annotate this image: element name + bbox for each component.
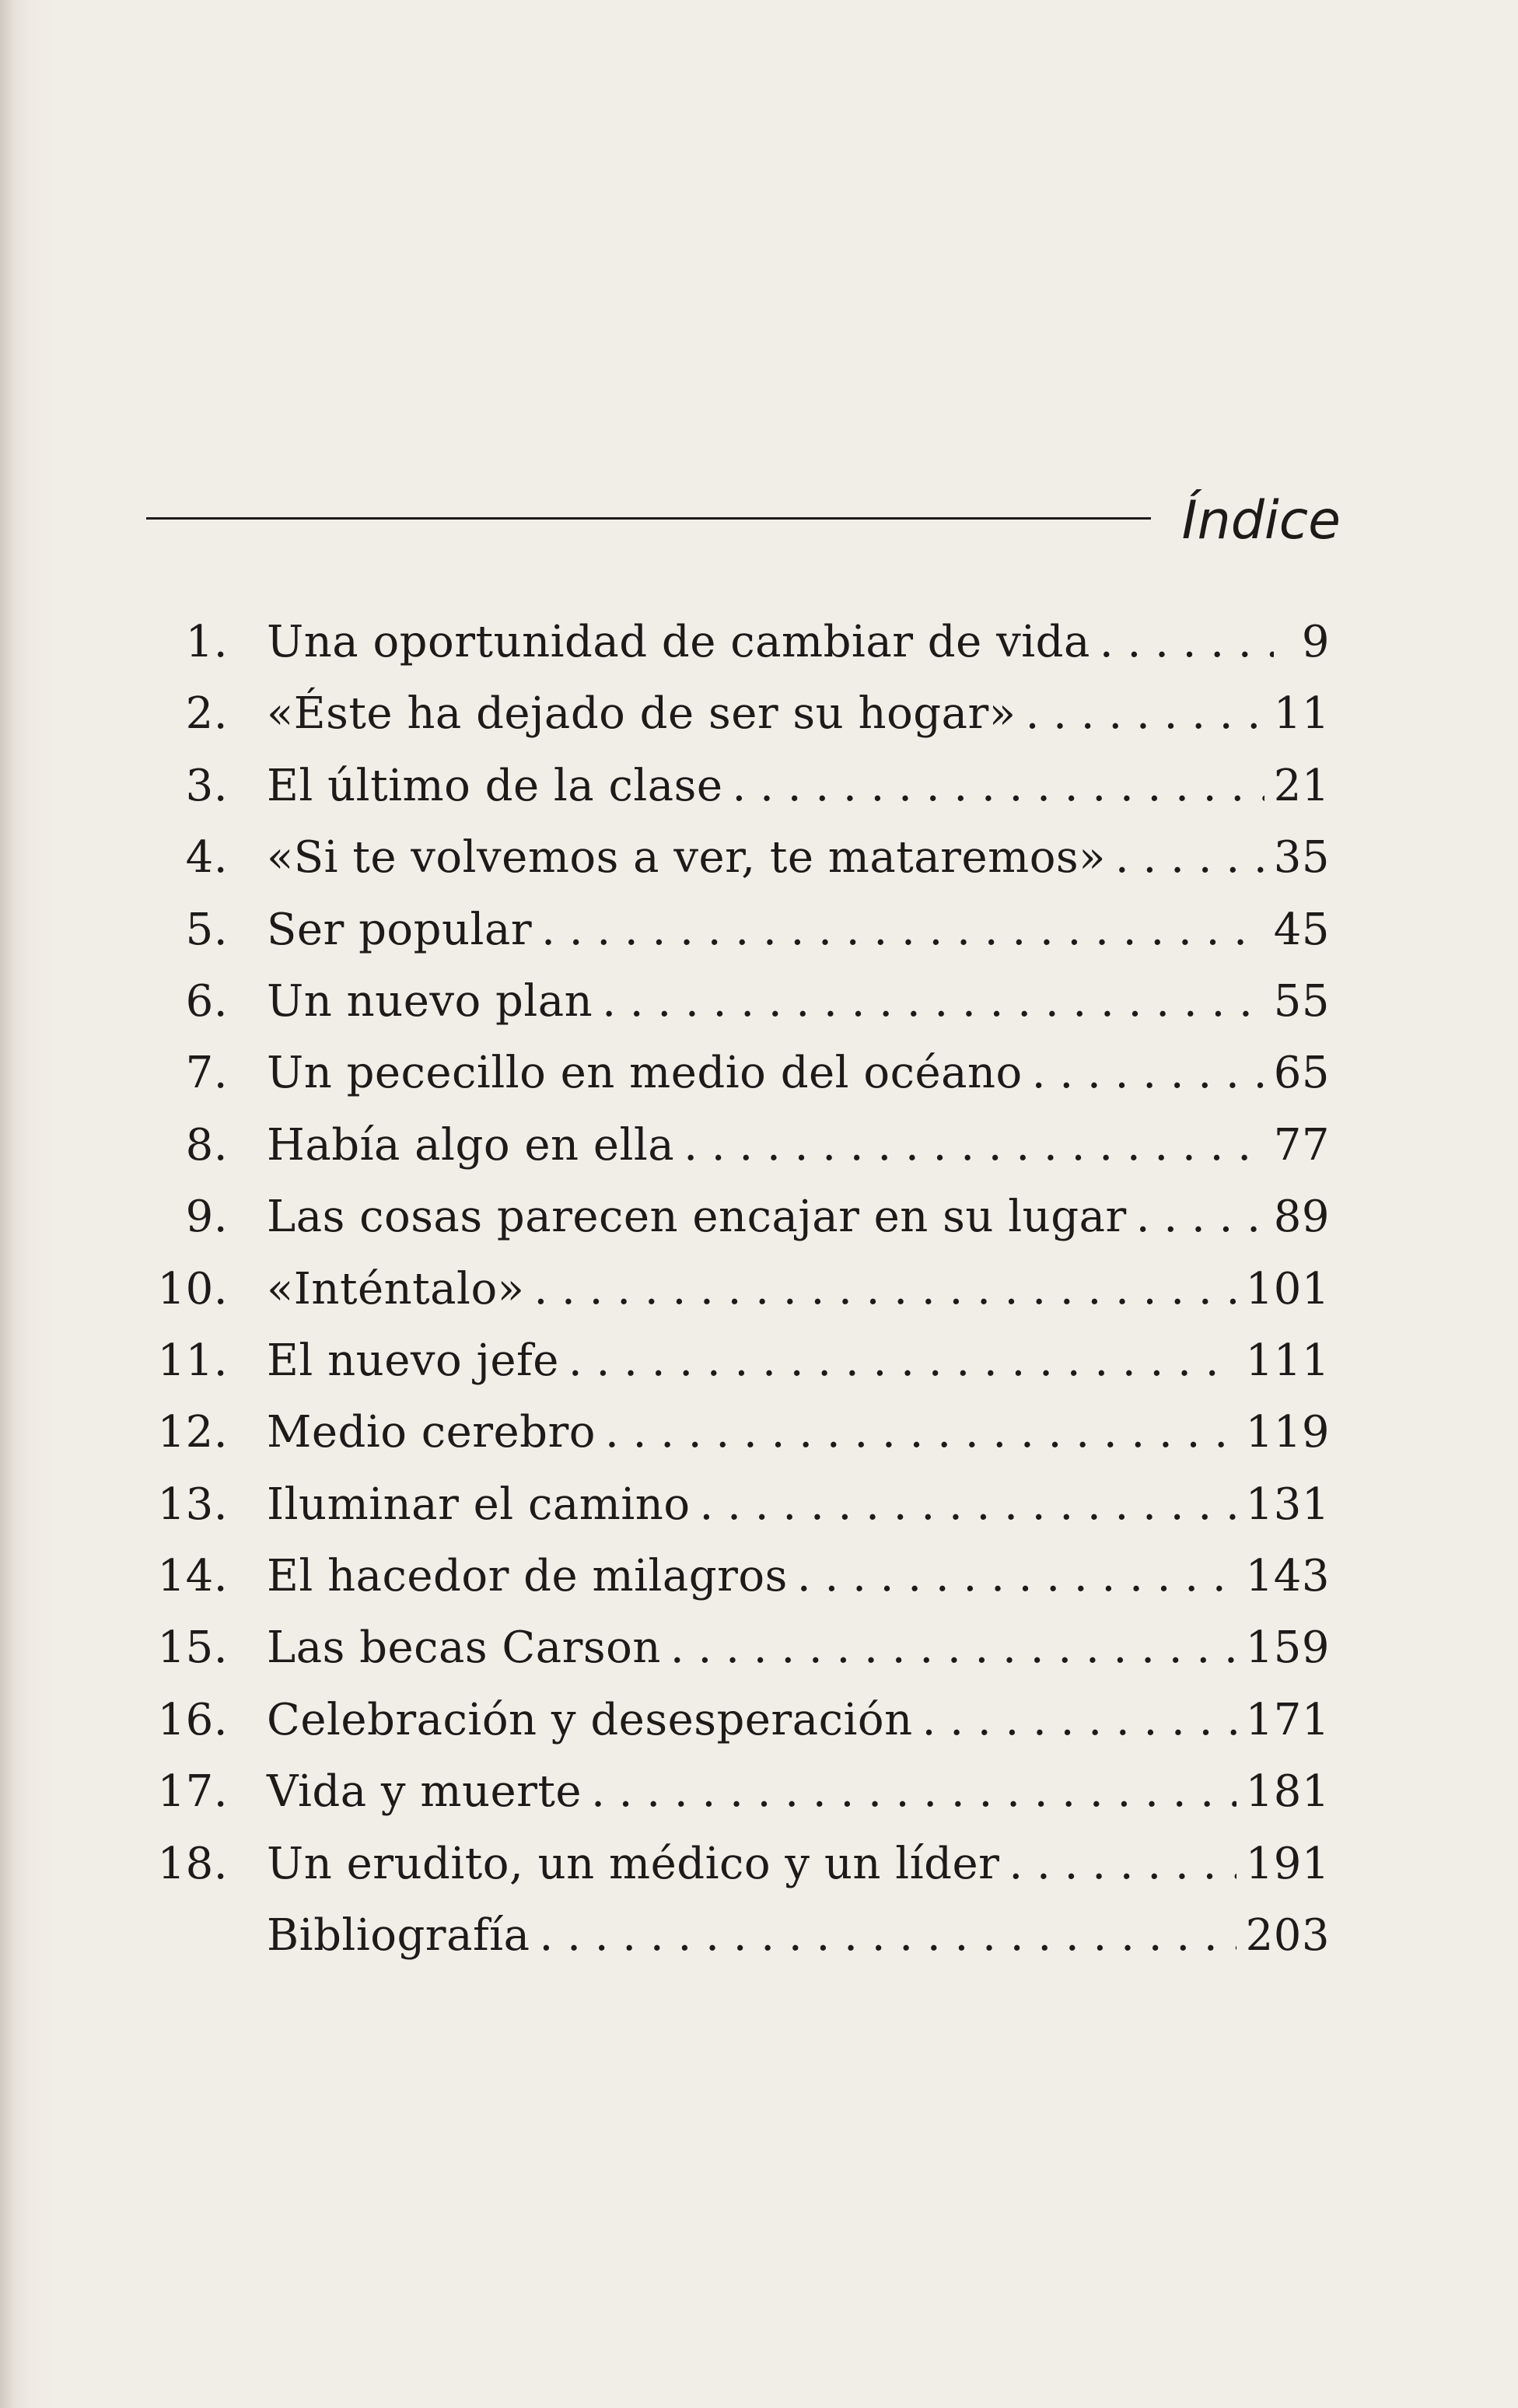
dot-leader [602, 971, 1264, 1033]
dot-leader [922, 1689, 1236, 1752]
entry-page-number: 171 [1245, 1694, 1330, 1745]
entry-title: Las cosas parecen encajar en su lugar [267, 1192, 1127, 1243]
dot-leader [684, 1115, 1264, 1177]
dot-leader [1026, 683, 1264, 745]
entry-title: Un erudito, un médico y un líder [267, 1838, 1000, 1889]
toc-entry [152, 1833, 1330, 1905]
dot-leader [700, 1474, 1236, 1536]
toc-entry [152, 1545, 1330, 1617]
entry-title: «Éste ha dejado de ser su hogar» [267, 688, 1016, 740]
entry-page-number: 55 [1273, 975, 1330, 1027]
entry-title: El hacedor de milagros [267, 1551, 788, 1602]
entry-page-number: 159 [1245, 1622, 1330, 1674]
toc-entry [152, 1115, 1330, 1186]
dot-leader [539, 1905, 1236, 1967]
entry-title: Medio cerebro [267, 1407, 596, 1458]
toc-entry [152, 827, 1330, 898]
dot-leader [591, 1761, 1236, 1823]
entry-title: Bibliografía [267, 1910, 530, 1962]
entry-page-number: 9 [1301, 617, 1330, 667]
entry-number: 4. [185, 832, 228, 884]
entry-page-number: 191 [1245, 1838, 1330, 1889]
entry-title: Celebración y desesperación [267, 1694, 913, 1745]
entry-number: 2. [185, 688, 228, 740]
toc-entry [152, 611, 1330, 683]
dot-leader [670, 1617, 1236, 1679]
entry-page-number: 89 [1273, 1192, 1330, 1243]
toc-entry [152, 1905, 1330, 1976]
entry-number: 3. [185, 760, 228, 811]
toc-entry [152, 1617, 1330, 1689]
entry-number: 5. [185, 904, 228, 955]
dot-leader [541, 899, 1264, 961]
entry-page-number: 65 [1273, 1048, 1330, 1099]
entry-title: Las becas Carson [267, 1622, 661, 1674]
toc-entry [152, 1042, 1330, 1114]
entry-number: 9. [185, 1192, 228, 1243]
entry-page-number: 45 [1273, 904, 1330, 955]
toc-entry [152, 1330, 1330, 1402]
toc-entry [152, 1761, 1330, 1832]
toc-entry [152, 1258, 1330, 1330]
toc-entry [152, 971, 1330, 1042]
entry-number: 8. [185, 1119, 228, 1171]
entry-title: Un nuevo plan [267, 975, 593, 1027]
entry-page-number: 21 [1273, 760, 1330, 811]
table-of-contents [152, 611, 1330, 1976]
entry-number: 12. [157, 1407, 228, 1458]
entry-page-number: 35 [1273, 832, 1330, 884]
entry-title: Una oportunidad de cambiar de vida [267, 617, 1090, 667]
entry-title: Ser popular [267, 904, 533, 955]
entry-title: Vida y muerte [267, 1766, 582, 1818]
entry-number: 15. [157, 1622, 228, 1674]
entry-title: Iluminar el camino [267, 1479, 691, 1530]
entry-number: 17. [157, 1766, 228, 1818]
dot-leader [1100, 611, 1274, 674]
toc-entry [152, 1186, 1330, 1258]
entry-number: 1. [185, 617, 228, 667]
entry-number: 18. [157, 1838, 228, 1889]
dot-leader [533, 1258, 1236, 1321]
entry-number: 6. [185, 975, 228, 1027]
entry-page-number: 181 [1245, 1766, 1330, 1818]
toc-entry [152, 1474, 1330, 1545]
entry-page-number: 11 [1273, 688, 1330, 740]
page-title: Índice [1181, 490, 1341, 551]
entry-number: 11. [157, 1335, 228, 1386]
entry-page-number: 119 [1245, 1407, 1330, 1458]
dot-leader [797, 1545, 1236, 1608]
header-rule [146, 517, 1151, 520]
toc-entry [152, 755, 1330, 827]
dot-leader [733, 755, 1264, 817]
entry-page-number: 101 [1245, 1263, 1330, 1314]
entry-number: 14. [157, 1551, 228, 1602]
entry-title: El nuevo jefe [267, 1335, 559, 1386]
dot-leader [568, 1330, 1236, 1392]
entry-title: «Inténtalo» [267, 1263, 525, 1314]
dot-leader [1032, 1042, 1264, 1104]
entry-title: Un pececillo en medio del océano [267, 1048, 1023, 1099]
entry-number: 10. [157, 1263, 228, 1314]
dot-leader [605, 1402, 1236, 1464]
dot-leader [1009, 1833, 1236, 1895]
entry-number: 7. [185, 1048, 228, 1099]
dot-leader [1136, 1186, 1264, 1248]
entry-page-number: 77 [1273, 1119, 1330, 1171]
entry-title: El último de la clase [267, 760, 723, 811]
toc-entry [152, 899, 1330, 971]
entry-title: Había algo en ella [267, 1119, 675, 1171]
toc-entry [152, 1402, 1330, 1473]
entry-page-number: 111 [1245, 1335, 1330, 1386]
entry-page-number: 203 [1245, 1910, 1330, 1962]
entry-title: «Si te volvemos a ver, te mataremos» [267, 832, 1106, 884]
entry-page-number: 143 [1245, 1551, 1330, 1602]
toc-entry [152, 1689, 1330, 1761]
entry-number: 16. [157, 1694, 228, 1745]
entry-page-number: 131 [1245, 1479, 1330, 1530]
entry-number: 13. [157, 1479, 228, 1530]
dot-leader [1115, 827, 1264, 889]
toc-entry [152, 683, 1330, 754]
